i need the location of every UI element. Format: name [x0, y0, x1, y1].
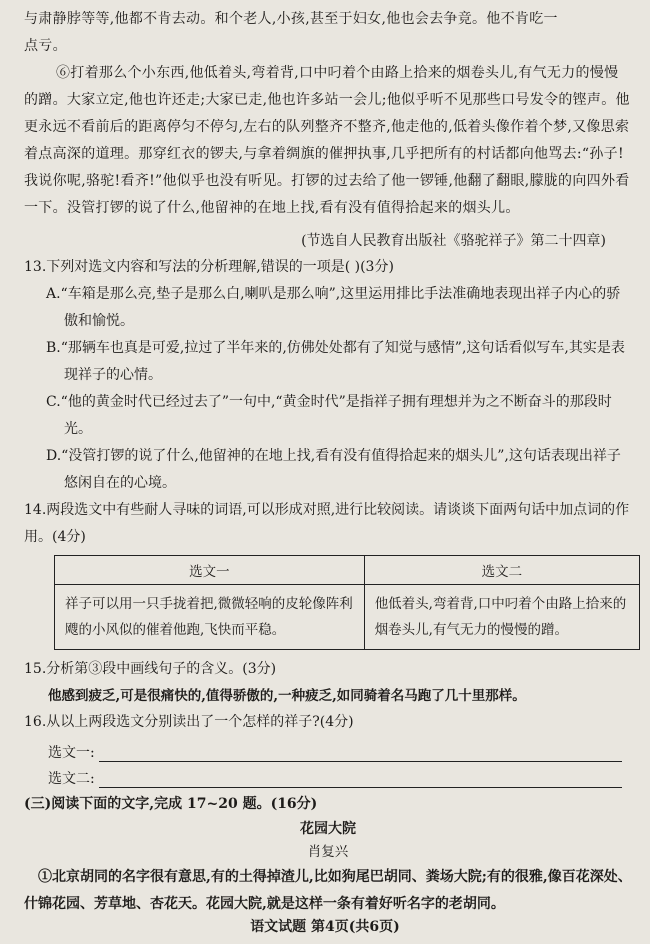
table-header-passage-2: 选文二: [364, 556, 639, 585]
question-13-stem: 13.下列对选文内容和写法的分析理解,错误的一项是( )(3分): [24, 259, 394, 275]
question-14: [24, 497, 632, 650]
section-3: [24, 790, 632, 918]
answer-label-passage-1: 选文一:: [48, 745, 95, 761]
page-footer: 语文试题 第4页(共6页): [250, 919, 400, 935]
passage-continuation-end: 点亏。: [24, 38, 67, 54]
table-cell-passage-1: 祥子可以用一只手拢着把,微微轻响的皮轮像阵利飕的小风似的催着他跑,飞快而平稳。: [55, 585, 365, 650]
article-title: 花园大院: [300, 821, 356, 837]
passage-paragraph-6: ⑥打着那么个小东西,他低着头,弯着背,口中叼着个由路上拾来的烟卷头儿,有气无力的慢慢的蹭。大家立定,他也许还走;大家已走,他也许多站一会儿;他似乎听不见那些口号发令的铿声。他更永远不看前后的距离停匀不停匀,左右的队列整齐不整齐,他走他的,低着头像作着个梦,又像思索着点高深的道理。那穿红衣的锣夫,与拿着绸旗的催押执事,几乎把所有的村话都向他骂去:“孙子!我说你呢,骆驼!看齐!”他似乎也没有听见。打锣的过去给了他一锣锤,他翻了翻眼,朦胧的向四外看一下。没管打锣的说了什么,他留神的在地上找,看有没有值得拾起来的烟头儿。: [24, 65, 630, 216]
question-13-option-a: A.“车箱是那么亮,垫子是那么白,喇叭是那么响”,这里运用排比手法准确地表现出祥子内心的骄傲和愉悦。: [46, 286, 621, 329]
answer-blank-passage-2[interactable]: [99, 769, 622, 788]
question-13-option-b: B.“那辆车也真是可爱,拉过了半年来的,仿佛处处都有了知觉与感情”,这句话看似写车,其实是表现祥子的心情。: [46, 340, 625, 383]
question-15-answer: 他感到疲乏,可是很痛快的,值得骄傲的,一种疲乏,如同骑着名马跑了几十里那样。: [48, 688, 526, 704]
question-16: [24, 709, 632, 788]
table-cell-passage-2: 他低着头,弯着背,口中叼着个由路上拾来的烟卷头儿,有气无力的慢慢的蹭。: [364, 585, 639, 650]
answer-line-passage-2[interactable]: [24, 762, 632, 788]
question-16-stem: 16.从以上两段选文分别读出了一个怎样的祥子?(4分): [24, 714, 354, 730]
question-15: [24, 656, 632, 709]
article-author: 肖复兴: [307, 844, 349, 860]
table-header-passage-1: 选文一: [55, 556, 365, 585]
question-14-stem: 14.两段选文中有些耐人寻味的词语,可以形成对照,进行比较阅读。请谈谈下面两句话中加点词的作用。(4分): [24, 502, 630, 545]
passage-continuation: 与肃静脖等等,他都不肯去动。和个老人,小孩,甚至于妇女,他也会去争竞。他不肯吃一: [24, 11, 558, 27]
comparison-table: [54, 555, 640, 650]
question-13-option-d: D.“没管打锣的说了什么,他留神的在地上找,看有没有值得拾起来的烟头儿”,这句话表现出祥子悠闲自在的心境。: [46, 448, 621, 491]
question-15-stem: 15.分析第③段中画线句子的含义。(3分): [24, 661, 277, 677]
question-13-option-c: C.“他的黄金时代已经过去了”一句中,“黄金时代”是指祥子拥有理想并为之不断奋斗的那段时光。: [46, 394, 612, 437]
article-paragraph-1: ①北京胡同的名字很有意思,有的土得掉渣儿,比如狗尾巴胡同、粪场大院;有的很雅,像百花深处、什锦花园、芳草地、杏花天。花园大院,就是这样一条有着好听名字的老胡同。: [24, 869, 632, 912]
passage-source: (节选自人民教育出版社《骆驼祥子》第二十四章): [301, 233, 606, 249]
section-3-heading: (三)阅读下面的文字,完成 17~20 题。(16分): [24, 796, 318, 812]
question-13: [24, 254, 632, 497]
answer-label-passage-2: 选文二:: [48, 771, 95, 787]
answer-blank-passage-1[interactable]: [99, 743, 622, 762]
answer-line-passage-1[interactable]: [24, 736, 632, 762]
